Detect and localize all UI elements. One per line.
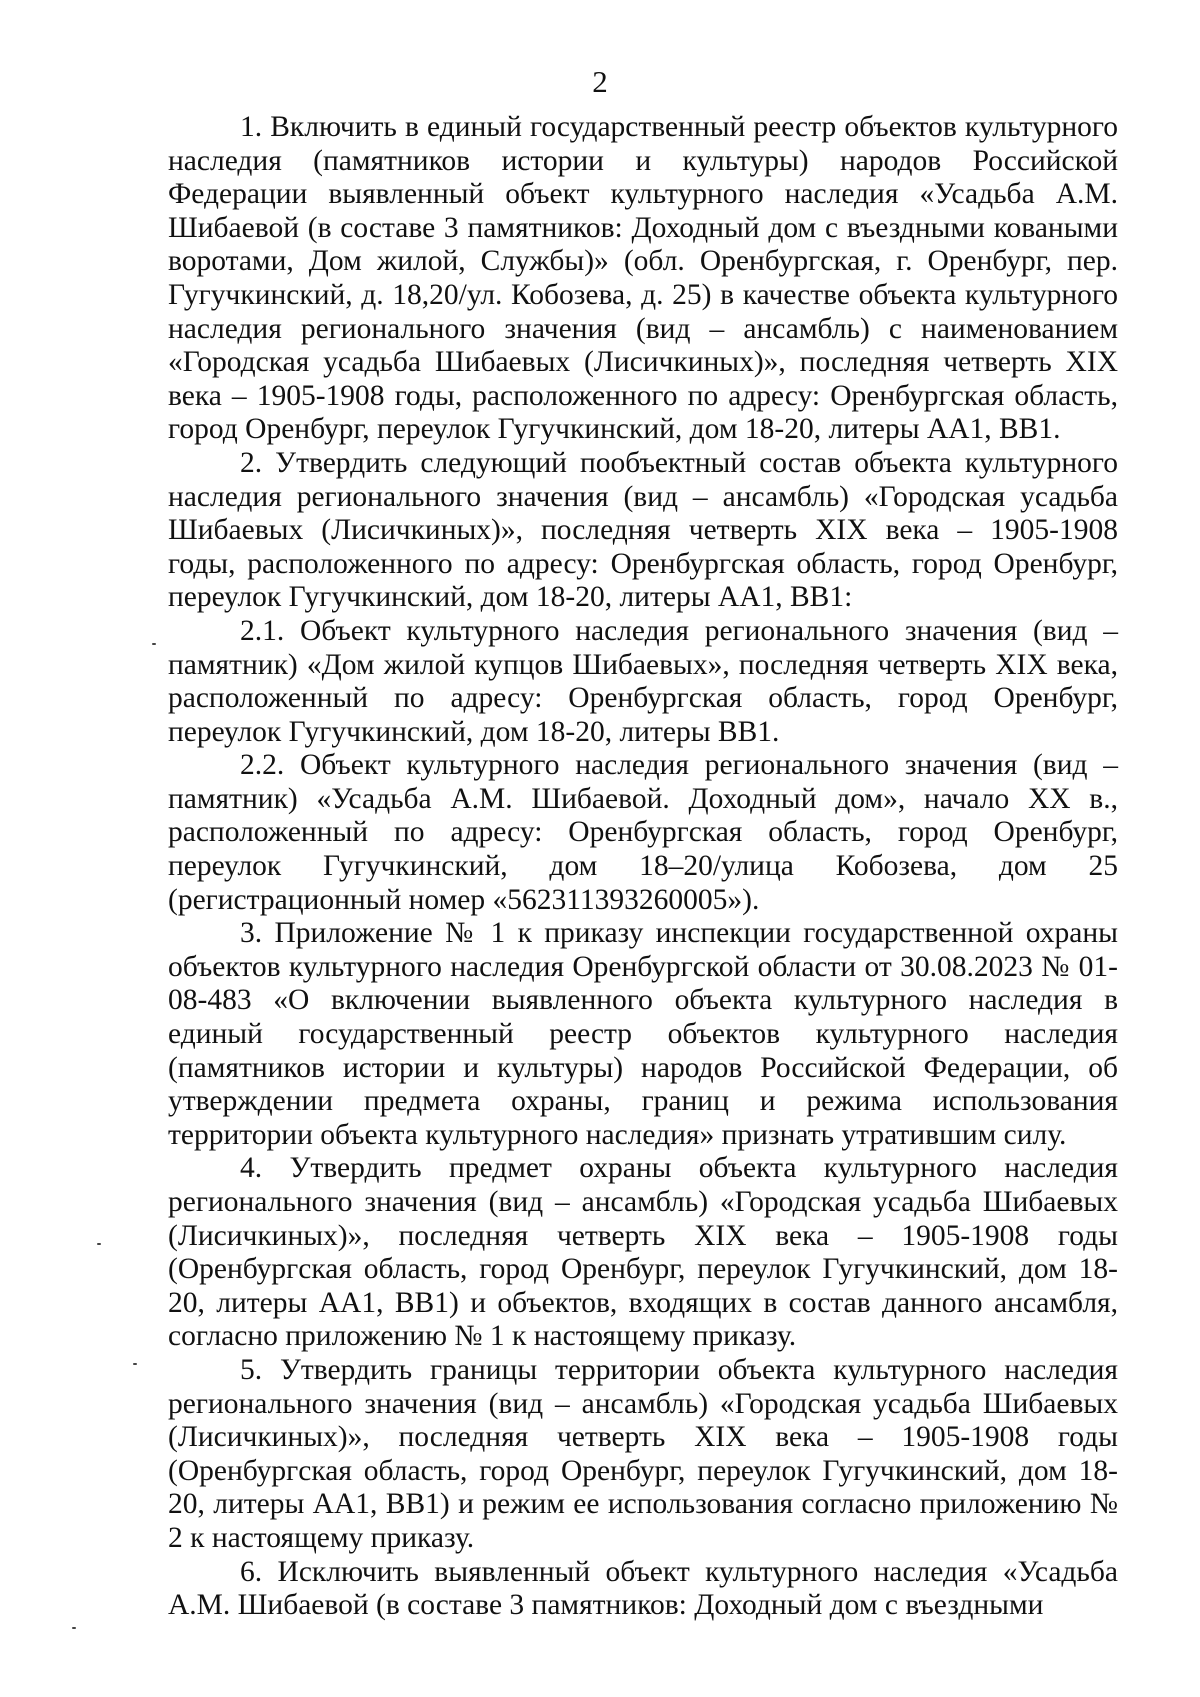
paragraph-4-protection-subject: 4. Утвердить предмет охраны объекта культурного наследия регионального значения (вид – ансамбль) «Городская усадьба Шибаевых (Лисичкиных)», последняя четверть XIX века – 1905-1908 годы (Оренбургская область, город Оренбург, переулок Гугучкинский, дом 18-20, литеры АА1, ВВ1) и объектов, входящих в состав данного ансамбля, согласно приложению № 1 к настоящему приказу. bbox=[168, 1152, 1118, 1353]
scan-speck bbox=[72, 1627, 76, 1629]
paragraph-2-2-income-house: 2.2. Объект культурного наследия регионального значения (вид – памятник) «Усадьба А.М. Шибаевой. Доходный дом», начало XX в., расположенный по адресу: Оренбургская область, город Оренбург, переулок Гугучкинский, дом 18–20/улица Кобозева, дом 25 (регистрационный номер «562311393260005»). bbox=[168, 749, 1118, 916]
paragraph-5-territory-boundaries: 5. Утвердить границы территории объекта культурного наследия регионального значения (вид – ансамбль) «Городская усадьба Шибаевых (Лисичкиных)», последняя четверть XIX века – 1905-1908 годы (Оренбургская область, город Оренбург, переулок Гугучкинский, дом 18-20, литеры АА1, ВВ1) и режим ее использования согласно приложению № 2 к настоящему приказу. bbox=[168, 1353, 1118, 1554]
scan-speck bbox=[152, 643, 156, 645]
paragraph-3-annex-invalidated: 3. Приложение № 1 к приказу инспекции государственной охраны объектов культурного наследия Оренбургской области от 30.08.2023 № 01-08-483 «О включении выявленного объекта культурного наследия в единый государственный реестр объектов культурного наследия (памятников истории и культуры) народов Российской Федерации, об утверждении предмета охраны, границ и режима использования территории объекта культурного наследия» признать утратившим силу. bbox=[168, 917, 1118, 1151]
scan-speck bbox=[97, 1243, 101, 1245]
paragraph-1-include-in-registry: 1. Включить в единый государственный реестр объектов культурного наследия (памятников истории и культуры) народов Российской Федерации выявленный объект культурного наследия «Усадьба А.М. Шибаевой (в составе 3 памятников: Доходный дом с въездными коваными воротами, Дом жилой, Службы)» (обл. Оренбургская, г. Оренбург, пер. Гугучкинский, д. 18,20/ул. Кобозева, д. 25) в качестве объекта культурного наследия регионального значения (вид – ансамбль) с наименованием «Городская усадьба Шибаевых (Лисичкиных)», последняя четверть XIX века – 1905-1908 годы, расположенного по адресу: Оренбургская область, город Оренбург, переулок Гугучкинский, дом 18-20, литеры АА1, ВВ1. bbox=[168, 111, 1118, 446]
paragraph-6-exclude-object: 6. Исключить выявленный объект культурного наследия «Усадьба А.М. Шибаевой (в составе 3 памятников: Доходный дом с въездными bbox=[168, 1555, 1118, 1622]
paragraph-2-1-residential-house: 2.1. Объект культурного наследия регионального значения (вид – памятник) «Дом жилой купцов Шибаевых», последняя четверть XIX века, расположенный по адресу: Оренбургская область, город Оренбург, переулок Гугучкинский, дом 18-20, литеры ВВ1. bbox=[168, 614, 1118, 748]
paragraph-2-approve-composition: 2. Утвердить следующий пообъектный состав объекта культурного наследия регионального значения (вид – ансамбль) «Городская усадьба Шибаевых (Лисичкиных)», последняя четверть XIX века – 1905-1908 годы, расположенного по адресу: Оренбургская область, город Оренбург, переулок Гугучкинский, дом 18-20, литеры АА1, ВВ1: bbox=[168, 446, 1118, 614]
document-body bbox=[168, 111, 1118, 1623]
page-number: 2 bbox=[592, 64, 608, 99]
scan-speck bbox=[133, 1363, 137, 1365]
